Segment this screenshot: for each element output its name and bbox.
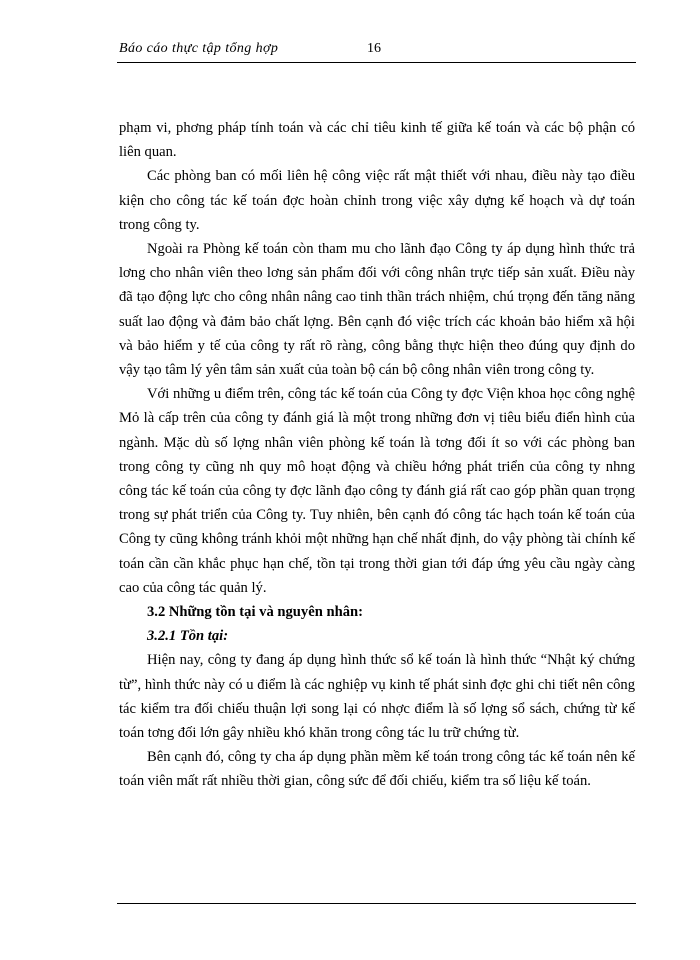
- paragraph: Với những u điểm trên, công tác kế toán của Công ty đợc Viện khoa học công nghệ Mỏ là cấp trên của công ty đánh giá là một trong những đơn vị tiêu biểu điển hình của ngành. Mặc dù số lợng nhân viên phòng kế toán là tơng đối ít so với các phòng ban trong công ty cũng nh quy mô hoạt động và chiều hớng phát triển của công ty nhng công tác kế toán của công ty đợc lãnh đạo công ty đánh giá rất cao góp phần quan trọng trong sự phát triển của Công ty. Tuy nhiên, bên cạnh đó công tác hạch toán kế toán của Công ty cũng không tránh khỏi một những hạn chế nhất định, do vậy phòng tài chính kế toán cần cần khắc phục hạn chế, tồn tại trong thời gian tới đáp ứng yêu cầu ngày càng cao của công tác quản lý.: [119, 386, 635, 596]
- paragraph: Các phòng ban có mối liên hệ công việc rất mật thiết với nhau, điều này tạo điều kiện cho công tác kế toán đợc hoàn chỉnh trong việc xây dựng kế hoạch và dự toán trong công ty.: [119, 168, 635, 233]
- header-title: Báo cáo thực tập tổng hợp: [119, 41, 279, 56]
- sub-heading: 3.2.1 Tồn tại:: [147, 628, 229, 645]
- paragraph: Ngoài ra Phòng kế toán còn tham mu cho lãnh đạo Công ty áp dụng hình thức trả lơng cho nhân viên theo lơng sản phẩm đối với công nhân trực tiếp sản xuất. Điều này đã tạo động lực cho công nhân nâng cao tinh thần trách nhiệm, chú trọng đến tăng năng suất lao động và đảm bảo chất lợng. Bên cạnh đó việc trích các khoản bảo hiểm xã hội và bảo hiểm y tế của công ty rất rõ ràng, công bằng thực hiện theo đúng quy định do vậy tạo tâm lý yên tâm sản xuất của toàn bộ cán bộ công nhân viên trong công ty.: [119, 241, 635, 379]
- page-number: 16: [367, 41, 381, 56]
- page-header: [117, 32, 636, 63]
- paragraph: Hiện nay, công ty đang áp dụng hình thức sổ kế toán là hình thức “Nhật ký chứng từ”, hình thức này có u điểm là các nghiệp vụ kinh tế phát sinh đợc ghi chi tiết nên công tác kiểm tra đối chiếu thuận lợi song lại có nhợc điểm là số lợng sổ sách, chứng từ kế toán tơng đối lớn gây nhiều khó khăn trong công tác lu trữ chứng từ.: [119, 652, 635, 742]
- paragraph: Bên cạnh đó, công ty cha áp dụng phần mềm kế toán trong công tác kế toán nên kế toán viên mất rất nhiều thời gian, công sức để đối chiếu, kiểm tra số liệu kế toán.: [119, 749, 635, 790]
- document-body: [119, 116, 635, 794]
- footer-rule: [117, 903, 636, 904]
- section-heading: 3.2 Những tồn tại và nguyên nhân:: [147, 604, 363, 621]
- paragraph: phạm vi, phơng pháp tính toán và các chỉ tiêu kinh tế giữa kế toán và các bộ phận có liên quan.: [119, 120, 635, 161]
